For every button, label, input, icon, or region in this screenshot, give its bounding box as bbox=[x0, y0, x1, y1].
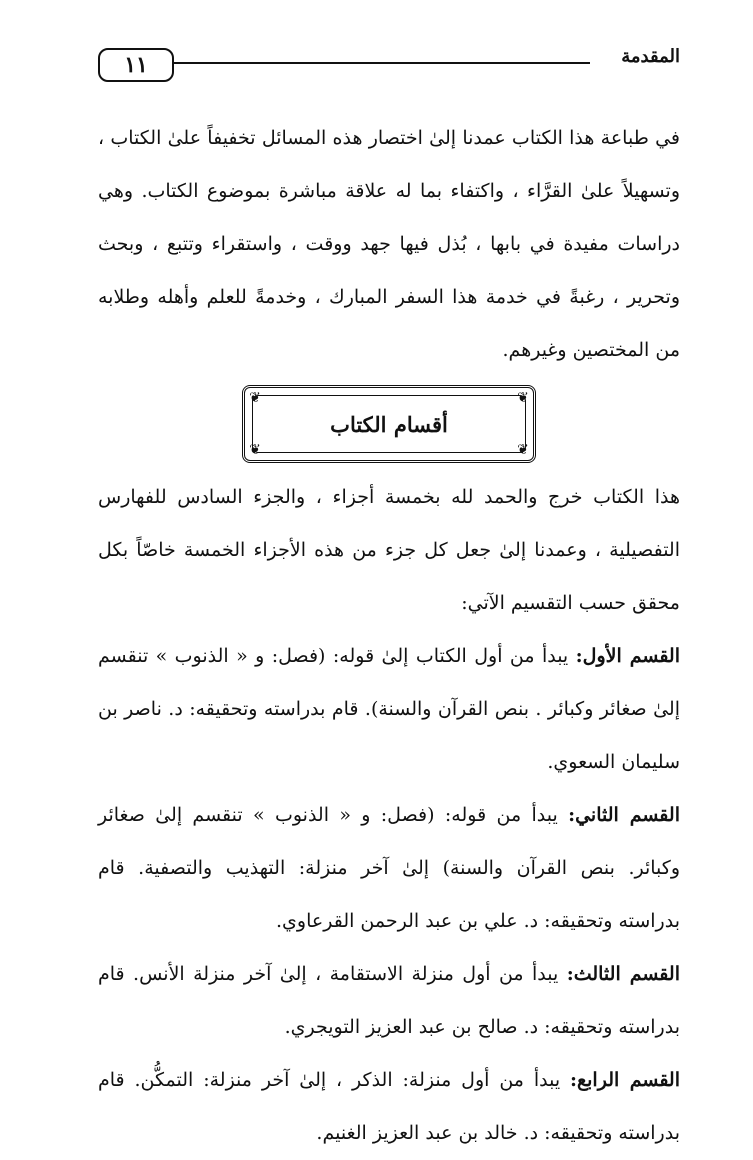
part-label: القسم الرابع: bbox=[570, 1069, 680, 1091]
part-label: القسم الثالث: bbox=[566, 963, 680, 985]
part-paragraph bbox=[98, 630, 680, 789]
part-body: يبدأ من قوله: (فصل: و « الذنوب » تنقسم إلىٰ صغائر وكبائر. بنص القرآن والسنة) إلىٰ آخر منزلة: التهذيب والتصفية. قام بدراسته وتحقيقه: د. علي بن عبد الرحمن القرعاوي. bbox=[98, 804, 680, 932]
part-body: يبدأ من أول الكتاب إلىٰ قوله: (فصل: و « الذنوب » تنقسم إلىٰ صغائر وكبائر . بنص القرآن والسنة). قام بدراسته وتحقيقه: د. ناصر بن سليمان السعوي. bbox=[98, 645, 680, 773]
page-header bbox=[98, 44, 680, 84]
part-label: القسم الثاني: bbox=[568, 804, 680, 826]
part-paragraph bbox=[98, 948, 680, 1054]
division-paragraph: هذا الكتاب خرج والحمد لله بخمسة أجزاء ، والجزء السادس للفهارس التفصيلية ، وعمدنا إلىٰ جعل كل جزء من هذه الأجزاء الخمسة خاصّاً بكل محقق حسب التقسيم الآتي: bbox=[98, 486, 680, 614]
page-number-badge bbox=[98, 48, 174, 82]
part-paragraph bbox=[98, 789, 680, 948]
intro-paragraph: في طباعة هذا الكتاب عمدنا إلىٰ اختصار هذه المسائل تخفيفاً علىٰ الكتاب ، وتسهيلاً علىٰ القرَّاء ، واكتفاء بما له علاقة مباشرة بموضوع الكتاب. وهي دراسات مفيدة في بابها ، بُذل فيها جهد ووقت ، واستقراء وتتبع ، وبحث وتحرير ، رغبةً في خدمة هذا السفر المبارك ، وخدمةً للعلم وأهله وطلابه من المختصين وغيرهم. bbox=[98, 127, 680, 361]
ornament-icon: ❦ bbox=[249, 442, 261, 458]
ornament-icon: ❦ bbox=[517, 442, 529, 458]
header-rule bbox=[158, 62, 590, 64]
ornament-icon: ❦ bbox=[517, 390, 529, 406]
chapter-title: المقدمة bbox=[621, 46, 680, 67]
page-number: ١١ bbox=[124, 52, 148, 78]
part-body: يبدأ من أول منزلة: الذكر ، إلىٰ آخر منزلة: التمكُّن. قام بدراسته وتحقيقه: د. خالد بن عبد العزيز الغنيم. bbox=[98, 1069, 680, 1144]
page-body bbox=[98, 112, 680, 1160]
ornament-icon: ❦ bbox=[249, 390, 261, 406]
part-label: القسم الأول: bbox=[575, 645, 681, 667]
part-paragraph bbox=[98, 1054, 680, 1160]
section-title: أقسام الكتاب bbox=[330, 411, 448, 437]
part-body: يبدأ من أول منزلة الاستقامة ، إلىٰ آخر منزلة الأنس. قام بدراسته وتحقيقه: د. صالح بن عبد العزيز التويجري. bbox=[98, 963, 680, 1038]
section-heading-frame bbox=[242, 385, 536, 463]
